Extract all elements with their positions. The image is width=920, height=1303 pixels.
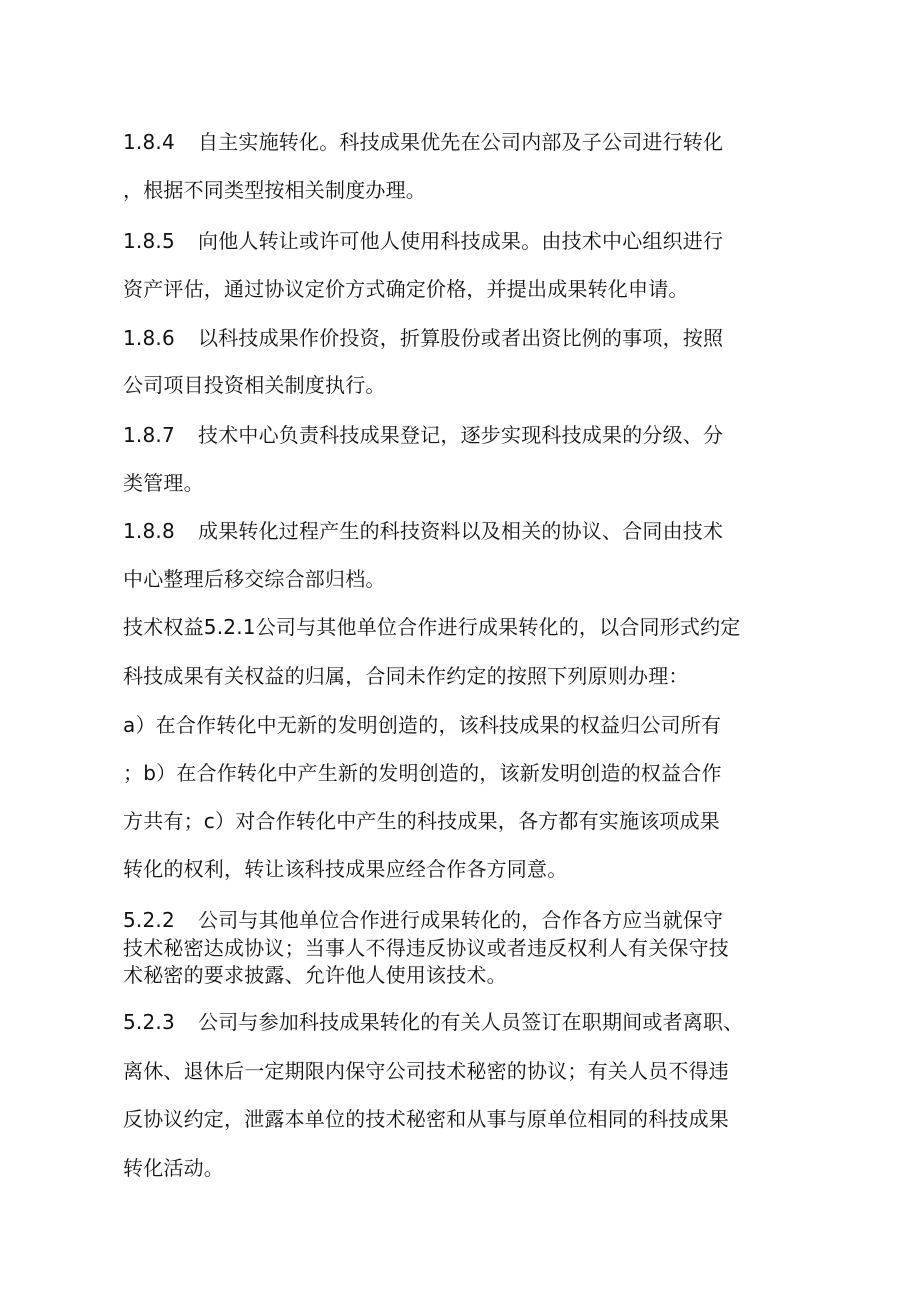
paragraph-5-2-2-line-1 — [123, 907, 783, 933]
clause-number: 1.8.4 — [123, 130, 175, 154]
clause-text: 公司与参加科技成果转化的有关人员签订在职期间或者离职、 — [198, 1010, 744, 1034]
paragraph-1-8-7-line-2: 类管理。 — [123, 471, 204, 495]
paragraph-1-8-4-line-2: ，根据不同类型按相关制度办理。 — [123, 178, 426, 202]
paragraph-5-2-3-line-3: 反协议约定，泄露本单位的技术秘密和从事与原单位相同的科技成果 — [123, 1107, 729, 1131]
clause-number: 5.2.3 — [123, 1010, 175, 1034]
paragraph-principles-line-3: 方共有；c）对合作转化中产生的科技成果，各方都有实施该项成果 — [123, 809, 720, 833]
clause-number: 1.8.5 — [123, 229, 175, 253]
paragraph-5-2-3-line-4: 转化活动。 — [123, 1156, 224, 1180]
clause-text: 以科技成果作价投资，折算股份或者出资比例的事项，按照 — [198, 326, 724, 350]
clause-text: 技术中心负责科技成果登记，逐步实现科技成果的分级、分 — [198, 423, 724, 447]
paragraph-1-8-5-line-2: 资产评估，通过协议定价方式确定价格，并提出成果转化申请。 — [123, 277, 689, 301]
paragraph-1-8-4-line-1 — [123, 129, 783, 155]
paragraph-5-2-2-line-2: 技术秘密达成协议；当事人不得违反协议或者违反权利人有关保守技 — [123, 936, 729, 960]
clause-number: 1.8.8 — [123, 519, 175, 543]
paragraph-1-8-8-line-1 — [123, 518, 783, 544]
clause-text: 向他人转让或许可他人使用科技成果。由技术中心组织进行 — [198, 229, 724, 253]
clause-text: 自主实施转化。科技成果优先在公司内部及子公司进行转化 — [198, 130, 724, 154]
paragraph-1-8-8-line-2: 中心整理后移交综合部归档。 — [123, 567, 386, 591]
paragraph-5-2-1-line-2: 科技成果有关权益的归属，合同未作约定的按照下列原则办理： — [123, 664, 689, 688]
paragraph-5-2-3-line-2: 离休、退休后一定期限内保守公司技术秘密的协议；有关人员不得违 — [123, 1059, 729, 1083]
paragraph-principles-line-1: a）在合作转化中无新的发明创造的，该科技成果的权益归公司所有 — [123, 713, 722, 737]
paragraph-principles-line-4: 转化的权利，转让该科技成果应经合作各方同意。 — [123, 857, 568, 881]
paragraph-1-8-5-line-1 — [123, 228, 783, 254]
paragraph-1-8-7-line-1 — [123, 422, 783, 448]
clause-text: 成果转化过程产生的科技资料以及相关的协议、合同由技术 — [198, 519, 724, 543]
clause-number: 1.8.7 — [123, 423, 175, 447]
paragraph-5-2-2-line-3: 术秘密的要求披露、允许他人使用该技术。 — [123, 963, 507, 987]
paragraph-5-2-1-line-1: 技术权益5.2.1公司与其他单位合作进行成果转化的，以合同形式约定 — [123, 615, 741, 639]
paragraph-1-8-6-line-2: 公司项目投资相关制度执行。 — [123, 373, 386, 397]
paragraph-1-8-6-line-1 — [123, 325, 783, 351]
clause-text: 公司与其他单位合作进行成果转化的，合作各方应当就保守 — [198, 908, 724, 932]
clause-number: 5.2.2 — [123, 908, 175, 932]
clause-number: 1.8.6 — [123, 326, 175, 350]
paragraph-principles-line-2: ；b）在合作转化中产生新的发明创造的，该新发明创造的权益合作 — [123, 761, 722, 785]
paragraph-5-2-3-line-1 — [123, 1009, 783, 1035]
